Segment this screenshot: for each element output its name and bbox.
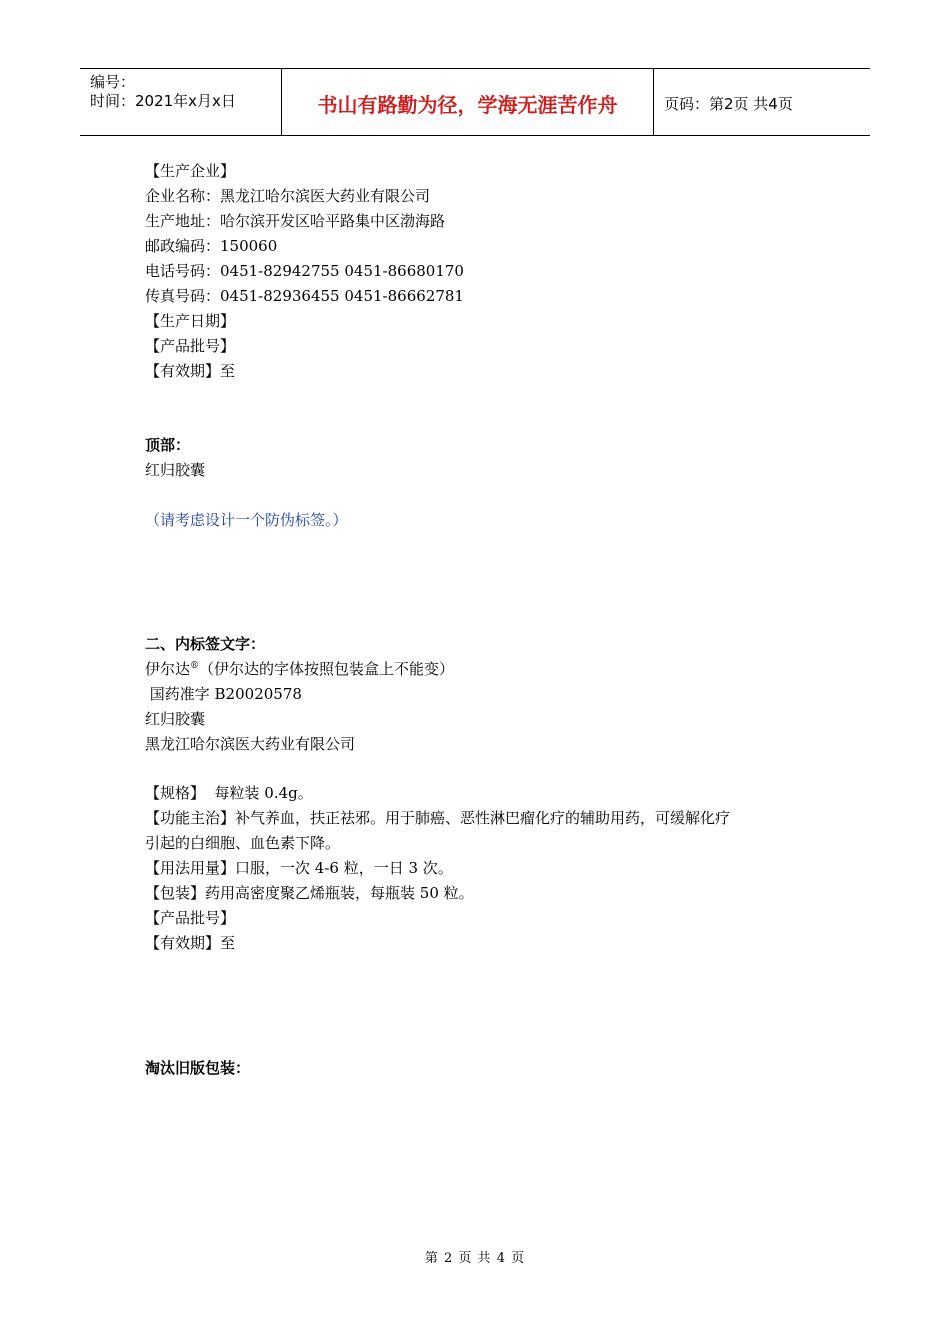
inner-company: 黑龙江哈尔滨医大药业有限公司 (145, 735, 356, 753)
producer-heading: 【生产企业】 (145, 162, 236, 180)
postcode: 邮政编码：150060 (145, 237, 278, 255)
top-product-name: 红归胶囊 (145, 461, 206, 479)
header-meta (80, 69, 282, 135)
function-indication-1: 【功能主治】补气养血，扶正祛邪。用于肺癌、恶性淋巴瘤化疗的辅助用药，可缓解化疗 (145, 809, 731, 827)
old-packaging-heading: 淘汰旧版包装： (145, 1059, 251, 1077)
expiry-date: 【有效期】至 (145, 362, 236, 380)
page-footer: 第 2 页 共 4 页 (424, 1251, 526, 1266)
anti-counterfeit-note: （请考虑设计一个防伪标签。） (145, 511, 348, 529)
registered-mark: ® (190, 661, 200, 671)
phone-numbers: 电话号码：0451-82942755 0451-86680170 (145, 262, 464, 280)
document-number: 编号： (90, 73, 136, 91)
top-heading: 顶部： (145, 436, 191, 454)
document-time: 时间：2021年x月x日 (90, 92, 236, 110)
brand-line (145, 659, 454, 679)
production-address: 生产地址：哈尔滨开发区哈平路集中区渤海路 (145, 212, 446, 230)
inner-expiry-date: 【有效期】至 (145, 934, 236, 952)
header-page-info: 页码：第2页 共4页 (664, 94, 793, 113)
page-header (80, 68, 870, 136)
function-indication-2: 引起的白细胞、血色素下降。 (145, 834, 341, 852)
inner-batch-number: 【产品批号】 (145, 909, 236, 927)
usage-dosage: 【用法用量】口服，一次 4-6 粒，一日 3 次。 (145, 859, 453, 877)
brand-note: （伊尔达的字体按照包装盒上不能变） (199, 660, 455, 678)
production-date: 【生产日期】 (145, 312, 236, 330)
brand-name: 伊尔达 (145, 660, 191, 678)
inner-product-name: 红归胶囊 (145, 710, 206, 728)
company-name: 企业名称：黑龙江哈尔滨医大药业有限公司 (145, 187, 431, 205)
packaging-info: 【包装】药用高密度聚乙烯瓶装，每瓶装 50 粒。 (145, 884, 474, 902)
batch-number: 【产品批号】 (145, 337, 236, 355)
specification: 【规格】 每粒装 0.4g。 (145, 784, 313, 802)
approval-number: 国药准字 B20020578 (145, 685, 302, 703)
header-motto: 书山有路勤为径，学海无涯苦作舟 (282, 69, 654, 135)
fax-numbers: 传真号码：0451-82936455 0451-86662781 (145, 287, 464, 305)
inner-label-heading: 二、内标签文字： (145, 635, 266, 653)
